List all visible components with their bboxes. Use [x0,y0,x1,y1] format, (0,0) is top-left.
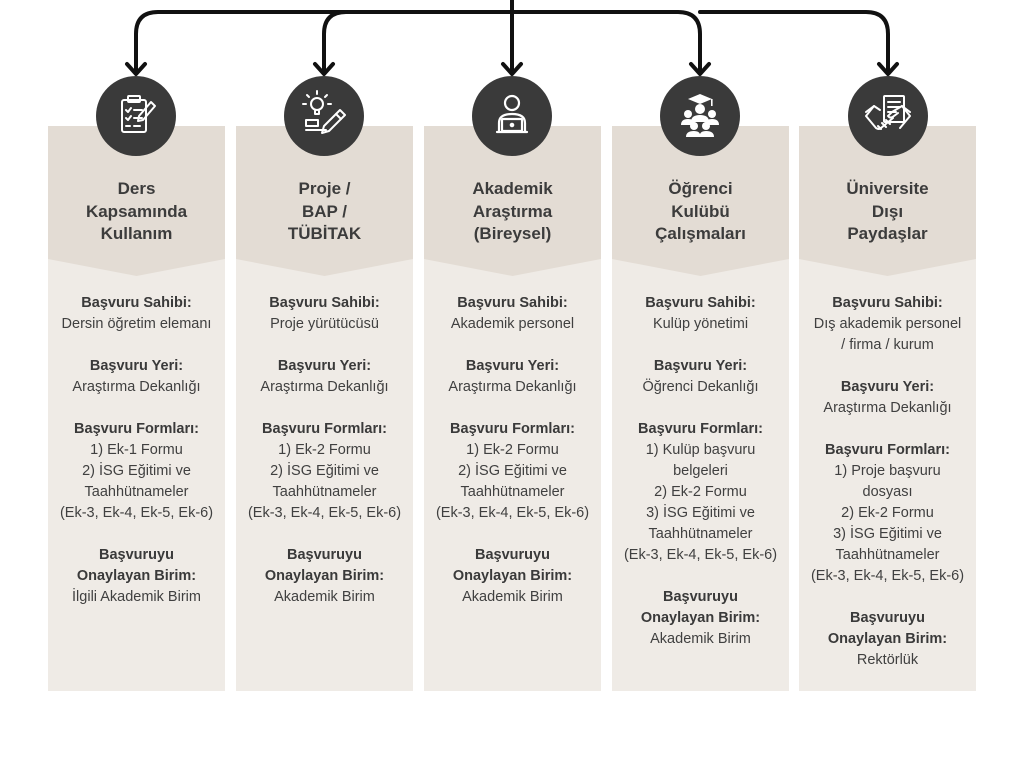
section-value: Akademik Birim [462,589,563,605]
section-value: 3) İSG Eğitimi ve [833,526,942,542]
section-value: Taahhütnameler [648,526,753,542]
column-universite [799,126,976,691]
section-value: Taahhütnameler [272,484,377,500]
section-label: Başvuruyu [663,589,738,605]
badge-universite [848,76,928,156]
section-value: (Ek-3, Ek-4, Ek-5, Ek-6) [59,505,214,521]
section-value: Taahhütnameler [835,547,940,563]
title-line: Kapsamında [85,201,188,221]
section-label: Başvuru Formları: [262,421,387,437]
badge-akademik [472,76,552,156]
section-value: 1) Kulüp başvuru [645,442,756,458]
info-section [612,293,789,335]
info-section [236,419,413,524]
section-value: 2) İSG Eğitimi ve [270,463,379,479]
section-value: 2) İSG Eğitimi ve [458,463,567,479]
section-label: Başvuru Formları: [450,421,575,437]
badge-proje [284,76,364,156]
section-label: Başvuruyu [850,610,925,626]
section-value: Akademik Birim [650,631,751,647]
section-value: 1) Ek-1 Formu [90,442,183,458]
section-value: Araştırma Dekanlığı [448,379,577,395]
column-title [799,178,976,246]
info-section [424,545,601,608]
column-title [236,178,413,246]
section-value: 3) İSG Eğitimi ve [646,505,755,521]
lightbulb-pencil-icon [284,76,364,156]
title-line: BAP / [301,201,348,221]
section-label: Onaylayan Birim: [640,610,761,626]
badge-ders [96,76,176,156]
connector-arrows [0,0,1024,80]
section-label: Onaylayan Birim: [264,568,385,584]
title-line: Kullanım [100,224,173,243]
section-value: Akademik personel [450,316,575,332]
section-label: Onaylayan Birim: [76,568,197,584]
column-details [799,293,976,692]
section-label: Onaylayan Birim: [452,568,573,584]
info-section [48,419,225,524]
section-value: (Ek-3, Ek-4, Ek-5, Ek-6) [435,505,590,521]
column-ogrenci [612,126,789,691]
info-section [612,587,789,650]
section-value: Dersin öğretim elemanı [61,316,212,332]
info-section [612,419,789,566]
info-section [48,545,225,608]
title-line: Çalışmaları [655,224,746,243]
section-label: Başvuruyu [475,547,550,563]
section-label: Başvuru Yeri: [653,358,748,374]
section-value: Kulüp yönetimi [652,316,749,332]
info-section [236,545,413,608]
section-value: 2) Ek-2 Formu [654,484,747,500]
title-line: Proje / [298,179,351,198]
section-value: Taahhütnameler [460,484,565,500]
section-value: Araştırma Dekanlığı [260,379,389,395]
section-label: Başvuru Formları: [825,442,950,458]
column-details [48,293,225,629]
section-label: Başvuru Sahibi: [457,295,568,311]
section-value: Proje yürütücüsü [270,316,379,332]
section-value: dosyası [862,484,913,500]
info-section [236,293,413,335]
section-value: belgeleri [673,463,728,479]
info-section [799,440,976,587]
section-label: Başvuru Yeri: [277,358,372,374]
column-details [236,293,413,629]
section-value: 2) Ek-2 Formu [841,505,934,521]
section-value: Rektörlük [856,652,919,668]
section-label: Başvuru Sahibi: [832,295,943,311]
info-section [799,377,976,419]
column-title [612,178,789,246]
section-label: Başvuru Yeri: [89,358,184,374]
section-label: Başvuru Sahibi: [81,295,192,311]
badge-ogrenci [660,76,740,156]
info-section [424,293,601,335]
title-line: TÜBİTAK [287,224,362,243]
section-label: Başvuruyu [287,547,362,563]
info-section [424,356,601,398]
section-value: Araştırma Dekanlığı [823,400,952,416]
info-section [612,356,789,398]
connector-right-outer [700,12,888,72]
section-value: (Ek-3, Ek-4, Ek-5, Ek-6) [810,568,965,584]
info-section [799,293,976,356]
title-line: Kulübü [671,201,730,221]
title-line: Araştırma [472,201,553,221]
column-akademik [424,126,601,691]
section-value: Taahhütnameler [84,484,189,500]
section-label: Başvuru Formları: [638,421,763,437]
info-section [424,419,601,524]
section-value: 1) Proje başvuru [834,463,941,479]
section-value: 1) Ek-2 Formu [278,442,371,458]
column-title [48,178,225,246]
info-section [48,356,225,398]
info-section [799,608,976,671]
title-line: Ders [117,179,156,198]
section-value: 2) İSG Eğitimi ve [82,463,191,479]
title-line: Üniversite [846,179,929,198]
clipboard-pen-icon [96,76,176,156]
section-value: / firma / kurum [841,337,934,353]
section-label: Başvuru Yeri: [840,379,935,395]
connector-left-inner [324,12,346,72]
title-line: Paydaşlar [847,224,928,243]
title-line: Akademik [472,179,553,198]
section-label: Başvuru Formları: [74,421,199,437]
section-label: Onaylayan Birim: [827,631,948,647]
section-value: İlgili Akademik Birim [72,589,201,605]
handshake-icon [848,76,928,156]
section-value: Öğrenci Dekanlığı [642,379,759,395]
person-laptop-icon [472,76,552,156]
section-value: Akademik Birim [274,589,375,605]
column-title [424,178,601,246]
connector-right-inner [512,12,700,72]
column-ders [48,126,225,691]
section-value: 1) Ek-2 Formu [466,442,559,458]
section-value: Araştırma Dekanlığı [72,379,201,395]
column-details [612,293,789,671]
title-line: Öğrenci [668,179,733,198]
title-line: (Bireysel) [473,224,552,243]
section-label: Başvuru Sahibi: [645,295,756,311]
section-value: (Ek-3, Ek-4, Ek-5, Ek-6) [623,547,778,563]
title-line: Dışı [871,201,904,221]
info-section [48,293,225,335]
section-label: Başvuru Sahibi: [269,295,380,311]
section-value: (Ek-3, Ek-4, Ek-5, Ek-6) [247,505,402,521]
column-details [424,293,601,629]
info-section [236,356,413,398]
section-label: Başvuru Yeri: [465,358,560,374]
graduation-group-icon [660,76,740,156]
section-label: Başvuruyu [99,547,174,563]
section-value: Dış akademik personel [813,316,962,332]
column-proje [236,126,413,691]
